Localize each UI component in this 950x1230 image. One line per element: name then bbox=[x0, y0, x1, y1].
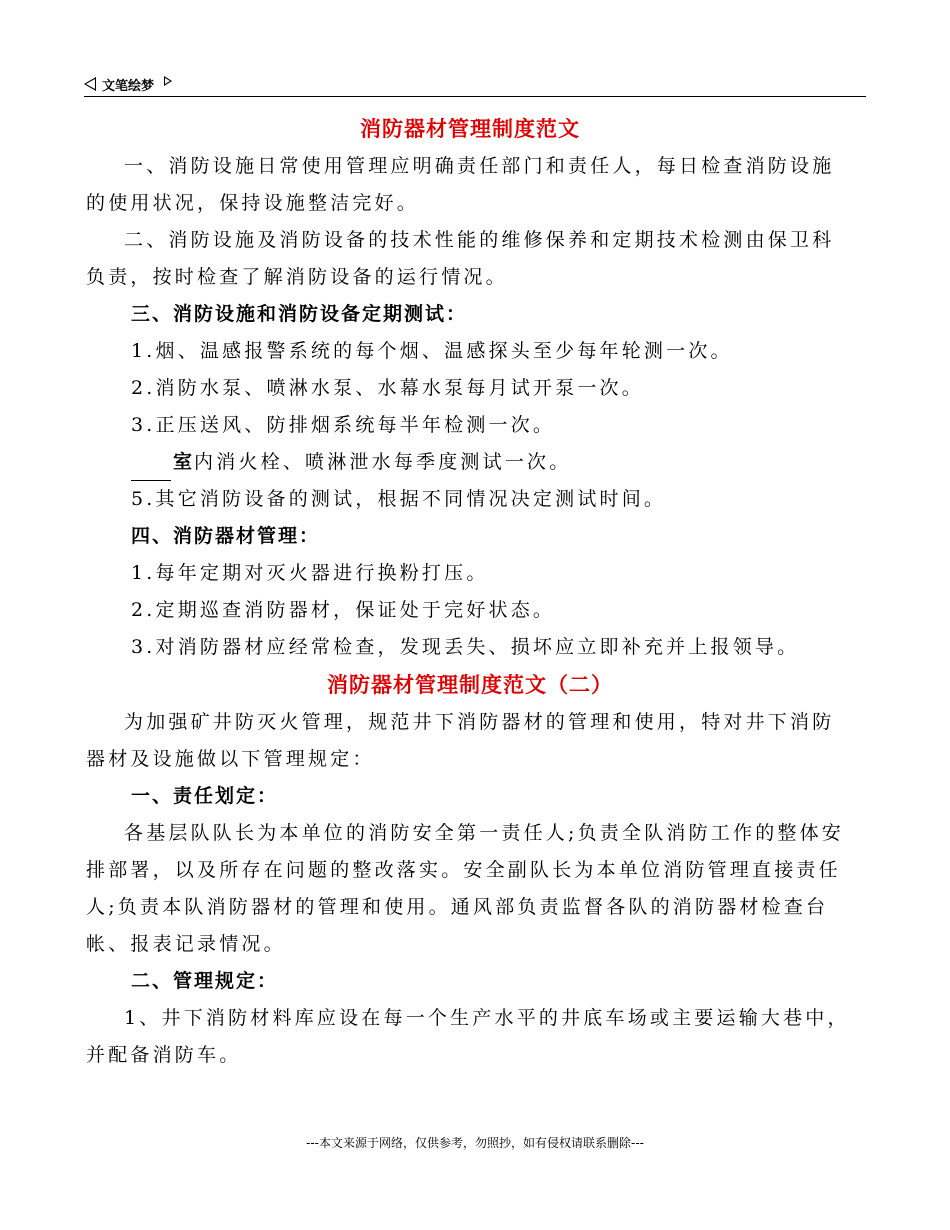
management-item-1: 1.每年定期对灭火器进行换粉打压。 bbox=[131, 562, 489, 584]
triangle-right-icon bbox=[164, 76, 172, 86]
section-heading-5: 一、责任划定： bbox=[131, 785, 279, 807]
list-item-3: 3.正压送风、防排烟系统每半年检测一次。 bbox=[131, 414, 556, 436]
page-footer: ---本文来源于网络，仅供参考，勿照抄，如有侵权请联系删除--- bbox=[306, 1136, 644, 1150]
list-item-5: 5.其它消防设备的测试，根据不同情况决定测试时间。 bbox=[131, 488, 667, 510]
list-item-4 bbox=[86, 444, 854, 481]
section-heading-6: 二、管理规定： bbox=[131, 970, 279, 992]
blank-underline bbox=[131, 458, 171, 481]
management-item-3: 3.对消防器材应经常检查，发现丢失、损坏应立即补充并上报领导。 bbox=[131, 636, 800, 658]
page-header bbox=[84, 72, 866, 97]
triangle-left-icon bbox=[84, 77, 96, 91]
document-title-2: 消防器材管理制度范文（二） bbox=[327, 672, 613, 697]
paragraph-5: 1、井下消防材料库应设在每一个生产水平的井底车场或主要运输大巷中，并配备消防车。 bbox=[86, 1007, 850, 1066]
management-item-2: 2.定期巡查消防器材，保证处于完好状态。 bbox=[131, 599, 556, 621]
list-item-2: 2.消防水泵、喷淋水泵、水幕水泵每月试开泵一次。 bbox=[131, 377, 644, 399]
list-item-1: 1.烟、温感报警系统的每个烟、温感探头至少每年轮测一次。 bbox=[131, 340, 733, 362]
paragraph-2: 二、消防设施及消防设备的技术性能的维修保养和定期技术检测由保卫科负责，按时检查了解消防设备的运行情况。 bbox=[86, 229, 835, 288]
paragraph-3: 为加强矿井防灭火管理，规范井下消防器材的管理和使用，特对井下消防器材及设施做以下管理规定： bbox=[86, 711, 835, 770]
header-brand: 文笔绘梦 bbox=[102, 78, 155, 94]
list-item-4-start: 室 bbox=[173, 451, 195, 473]
paragraph-1: 一、消防设施日常使用管理应明确责任部门和责任人，每日检查消防设施的使用状况，保持设施整洁完好。 bbox=[86, 155, 835, 214]
section-heading-4: 四、消防器材管理： bbox=[131, 525, 321, 547]
section-heading-3: 三、消防设施和消防设备定期测试： bbox=[131, 303, 468, 325]
list-item-4-rest: 内消火栓、喷淋泄水每季度测试一次。 bbox=[194, 451, 572, 473]
document-body bbox=[86, 110, 854, 1074]
paragraph-4: 各基层队队长为本单位的消防安全第一责任人;负责全队消防工作的整体安排部署，以及所存在问题的整改落实。安全副队长为本单位消防管理直接责任人;负责本队消防器材的管理和使用。通风部负责监督各队的消防器材检查台帐、报表记录情况。 bbox=[86, 822, 845, 955]
document-title: 消防器材管理制度范文 bbox=[360, 116, 580, 141]
